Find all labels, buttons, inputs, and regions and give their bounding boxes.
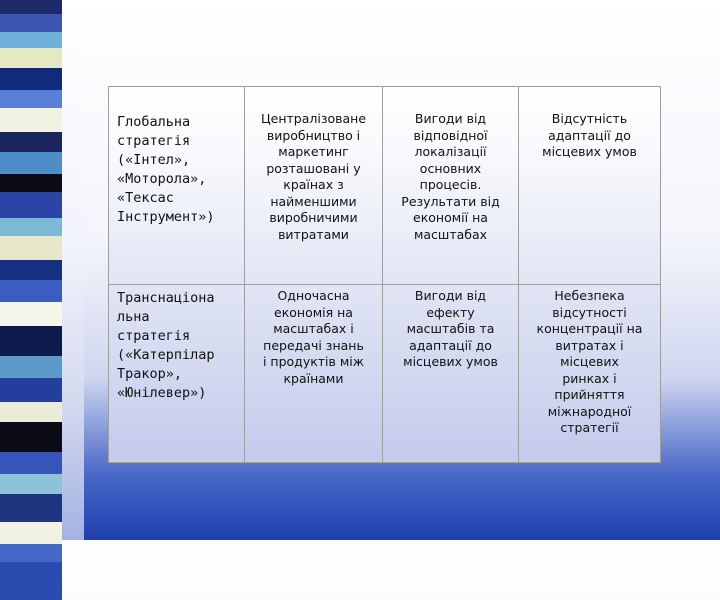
decorative-stripe [0, 356, 62, 378]
decorative-stripe [0, 378, 62, 402]
table-cell: Вигоди від відповідної локалізації основних процесів. Результати від економії на масштабах [383, 87, 519, 285]
decorative-stripe [0, 260, 62, 280]
decorative-stripe [0, 32, 62, 48]
decorative-stripe [0, 174, 62, 192]
decorative-stripe [0, 152, 62, 174]
table-cell-strategy-name: Транснаціона льна стратегія («Катерпілар Тракор», «Юнілевер») [109, 285, 245, 463]
decorative-stripe [0, 544, 62, 562]
decorative-stripe [0, 108, 62, 132]
decorative-stripe [0, 14, 62, 32]
decorative-stripe [0, 494, 62, 522]
decorative-stripe [0, 68, 62, 90]
decorative-stripe [0, 236, 62, 260]
table-cell-strategy-name: Глобальна стратегія («Інтел», «Моторола», «Тексас Інструмент») [109, 87, 245, 285]
table-cell: Відсутність адаптації до місцевих умов [519, 87, 661, 285]
decorative-stripe [0, 0, 62, 14]
decorative-stripe [0, 402, 62, 422]
table-row-global-strategy [109, 87, 661, 285]
decorative-stripe [0, 48, 62, 68]
decorative-stripe [0, 132, 62, 152]
decorative-stripe [0, 452, 62, 474]
table-cell: Одночасна економія на масштабах і передачі знань і продуктів між країнами [245, 285, 383, 463]
table-cell: Централізоване виробництво і маркетинг розташовані у країнах з найменшими виробничими витратами [245, 87, 383, 285]
strategy-table [108, 86, 661, 463]
decorative-stripe [0, 90, 62, 108]
decorative-divider-strip [62, 0, 84, 540]
table-cell: Вигоди від ефекту масштабів та адаптації до місцевих умов [383, 285, 519, 463]
decorative-stripe [0, 302, 62, 326]
table-row-transnational-strategy [109, 285, 661, 463]
decorative-stripe [0, 326, 62, 356]
decorative-stripe [0, 192, 62, 218]
decorative-stripe [0, 474, 62, 494]
decorative-stripe [0, 218, 62, 236]
table-cell: Небезпека відсутності концентрації на витратах і місцевих ринках і прийняття міжнародної стратегії [519, 285, 661, 463]
decorative-stripe [0, 562, 62, 600]
decorative-stripe [0, 522, 62, 544]
decorative-stripe [0, 280, 62, 302]
decorative-stripe [0, 422, 62, 452]
decorative-stripe-bar [0, 0, 62, 540]
